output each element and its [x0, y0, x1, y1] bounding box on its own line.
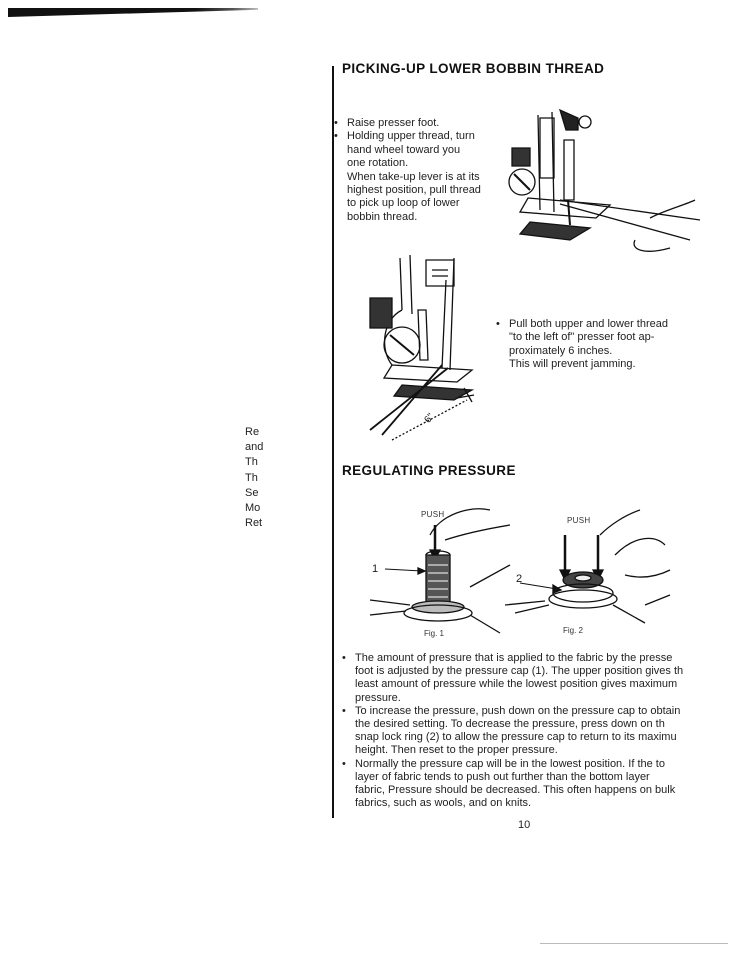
- pressure-bullet: [342, 652, 738, 705]
- callout-2: 2: [516, 573, 523, 585]
- section-title-bobbin: PICKING-UP LOWER BOBBIN THREAD: [342, 61, 605, 76]
- step-text: highest position, pull thread: [347, 184, 481, 197]
- step-raise-foot: [334, 117, 504, 130]
- bullet-text: layer of fabric tends to push out further than the bottom layer: [355, 770, 650, 783]
- bullet-text: • Normally the pressure cap will be in the lowest position. If the to: [355, 757, 665, 770]
- step-text: • Pull both upper and lower thread: [509, 318, 668, 330]
- fragment-line: Ret: [245, 517, 263, 530]
- pressure-bullet: [342, 705, 738, 758]
- bullet-text: fabrics, such as wools, and on knits.: [355, 797, 532, 810]
- bullet-text: least amount of pressure while the lowest position gives maximum: [355, 678, 678, 691]
- fragment-line: Mo: [245, 501, 261, 514]
- fragment-line: Se: [245, 486, 259, 499]
- bullet-text: • The amount of pressure that is applied to the fabric by the presse: [355, 652, 673, 664]
- measure-label: 6": [422, 411, 437, 426]
- page-number: 10: [518, 819, 531, 831]
- step-text: Raise presser foot.: [347, 117, 440, 129]
- fig1-label: Fig. 1: [424, 629, 445, 638]
- step-pull-threads: [496, 318, 736, 372]
- bottom-edge-line: [540, 943, 728, 944]
- step-text: "to the left of" presser foot ap-: [509, 331, 655, 344]
- illustration-fig1-pressure-cap: [370, 505, 510, 635]
- bullet-text: • To increase the pressure, push down on the pressure cap to obtain: [355, 704, 681, 717]
- step-text: hand wheel toward you: [347, 143, 461, 156]
- fragment-line: and: [245, 441, 264, 454]
- fragment-line: Re: [245, 426, 260, 438]
- pull-threads-step: [496, 318, 736, 372]
- step-text: • Holding upper thread, turn: [347, 130, 475, 143]
- fragment-line: Th: [245, 471, 258, 484]
- step-text: When take-up lever is at its: [347, 170, 480, 183]
- step-text: proximately 6 inches.: [509, 344, 613, 357]
- bullet-text: fabric, Pressure should be decreased. This often happens on bulk: [355, 784, 676, 797]
- top-edge-bar: [8, 8, 258, 17]
- bobbin-steps-list: [334, 117, 504, 224]
- bullet-text: snap lock ring (2) to allow the pressure cap to return to its maximu: [355, 731, 677, 744]
- bullet-text: the desired setting. To decrease the pressure, press down on th: [355, 718, 665, 731]
- bullet-text: pressure.: [355, 691, 401, 704]
- bullet-text: foot is adjusted by the pressure cap (1). The upper position gives th: [355, 665, 684, 678]
- push-label-fig1: PUSH: [421, 510, 445, 519]
- left-page-fragment: [245, 425, 275, 531]
- pressure-instructions-list: [342, 652, 738, 810]
- step-text: one rotation.: [347, 157, 409, 170]
- step-text: This will prevent jamming.: [509, 358, 636, 371]
- fig2-label: Fig. 2: [563, 626, 584, 635]
- section-title-pressure: REGULATING PRESSURE: [342, 463, 516, 478]
- illustration-pick-up-thread: [500, 100, 700, 260]
- bullet-text: height. Then reset to the proper pressure.: [355, 744, 558, 757]
- fragment-line: Th: [245, 456, 258, 469]
- step-text: to pick up loop of lower: [347, 197, 460, 210]
- push-label-fig2: PUSH: [567, 516, 591, 525]
- callout-1: 1: [372, 563, 379, 575]
- step-text: bobbin thread.: [347, 210, 418, 223]
- pressure-bullet: [342, 758, 738, 811]
- step-turn-wheel: [334, 130, 504, 224]
